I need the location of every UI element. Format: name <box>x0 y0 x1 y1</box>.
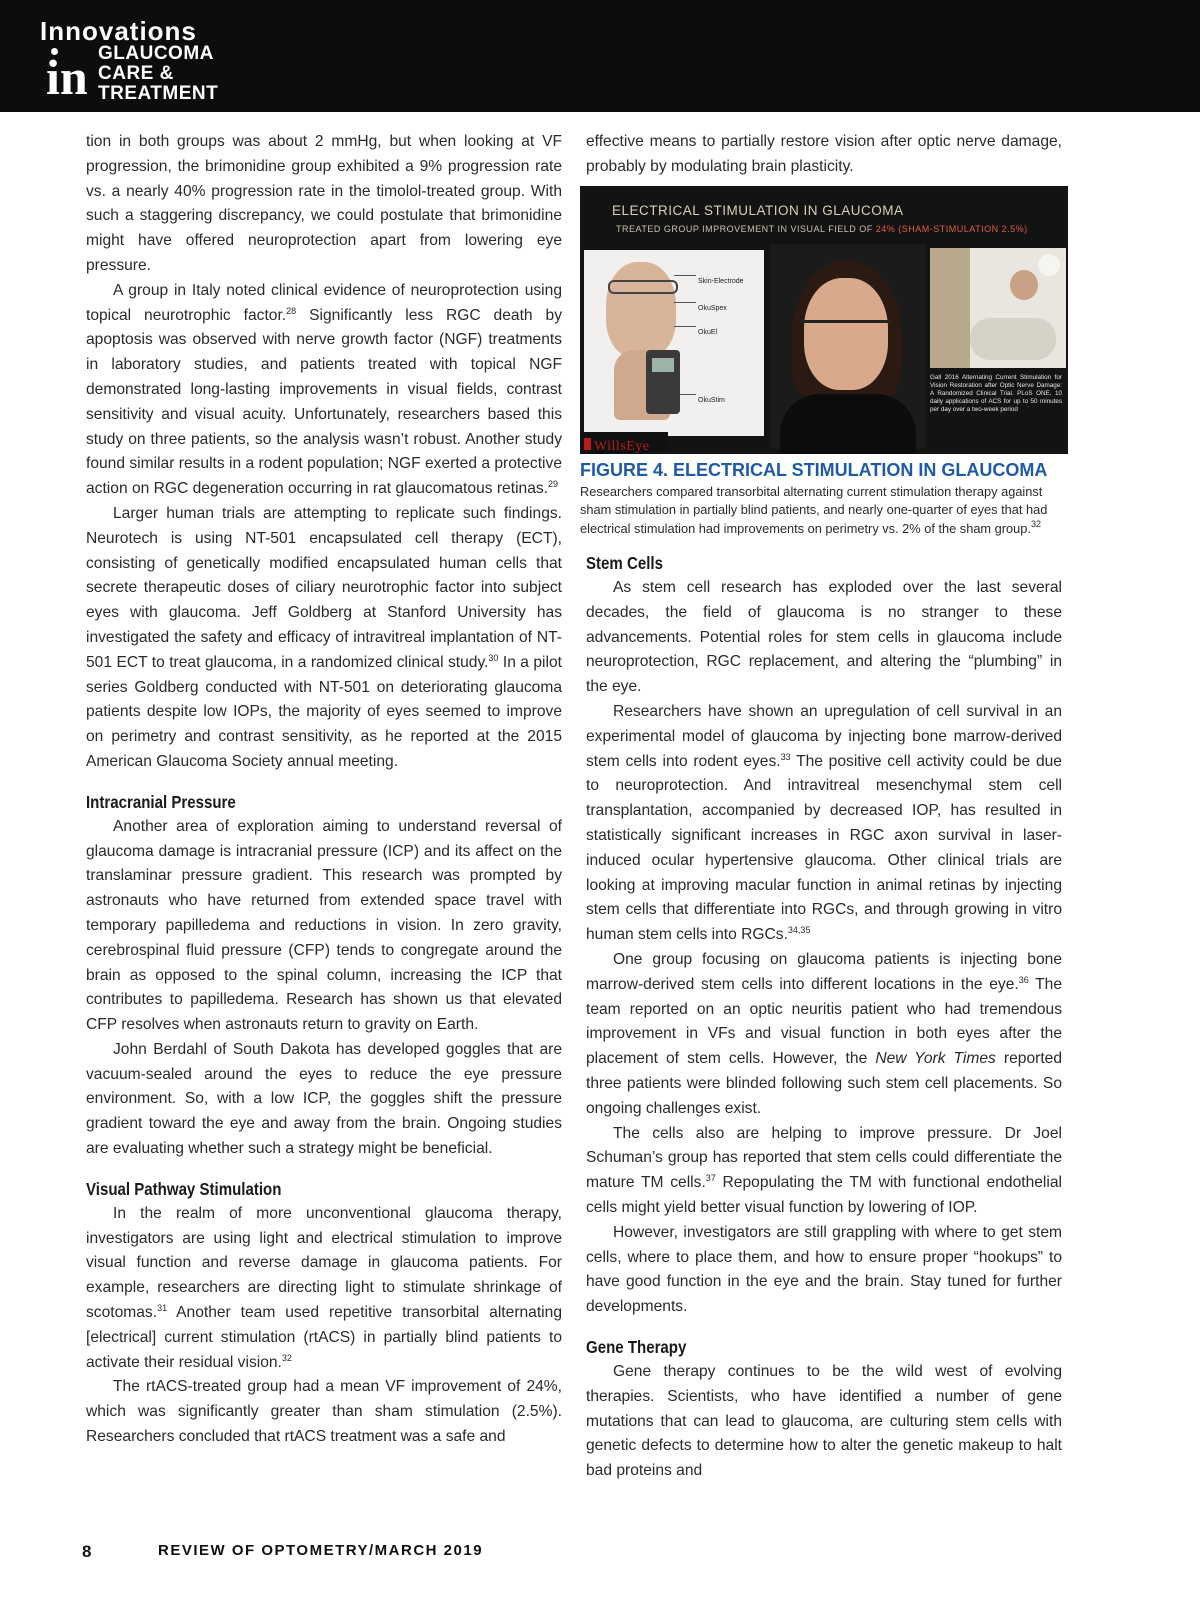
paragraph: As stem cell research has exploded over the last several decades, the field of glaucoma is no stranger to these advancements. Potential roles for stem cells in glaucoma include neuroprotection, RGC replacement, and altering the “plumbing” in the eye. <box>586 579 1062 696</box>
figure-caption: Researchers compared transorbital alternating current stimulation therapy against sham stimulation in partially blind patients, and nearly one-quarter of eyes that had electrical stimulation had improvements on perimetry vs. 2% of the sham group.$^{32}$ <box>580 483 1048 536</box>
label-okustim: OkuStim <box>698 396 725 404</box>
reference: 31 <box>157 1303 168 1314</box>
reference: 32 <box>281 1352 292 1363</box>
paragraph: A group in Italy noted clinical evidence of neuroprotection using topical neurotrophic factor.$^{28}$ Significantly less RGC death by apoptosis was observed with nerve growth factor (NGF) treatments in laboratory studies, and patients treated with topical NGF demonstrated long-lasting improvements in visual fields, contrast sensitivity and visual acuity. Unfortunately, researchers based this study on three patients, so the analysis wasn’t robust. Another study found similar results in a rodent population; NGF exerted a protective action on RGC degeneration occurring in rat glaucomatous retinas.$^{29}$ <box>86 281 562 498</box>
label-okuel: OkuEl <box>698 328 718 336</box>
paragraph: One group focusing on glaucoma patients is injecting bone marrow-derived stem cells into different locations in the eye.$^{36}$ The team reported on an optic neuritis patient who had tremendous improvement in VFs and visual function in both eyes after the placement of stem cells. However, the New York Times reported three patients were blinded following such stem cell placements. So ongoing challenges exist. <box>586 951 1062 1117</box>
figure-label: FIGURE 4. ELECTRICAL STIMULATION IN GLAUCOMA <box>580 459 1048 480</box>
brand-in: in <box>46 49 88 105</box>
paragraph: The cells also are helping to improve pressure. Dr Joel Schuman’s group has reported that stem cells could differentiate the mature TM cells.$^{37}$ Repopulating the TM with functional endothelial cells might yield better visual function by lowering of IOP. <box>586 1124 1062 1217</box>
brand-care: CARE & <box>98 63 174 84</box>
publication-line: REVIEW OF OPTOMETRY/MARCH 2019 <box>158 1542 484 1559</box>
patient-photo <box>770 244 926 448</box>
section-heading-stem-cells: Stem Cells <box>586 553 663 574</box>
paragraph: John Berdahl of South Dakota has developed goggles that are vacuum-sealed around the eyes to reduce the eye pressure environment. So, with a low ICP, the goggles shift the pressure gradient toward the eye and away from the brain. Ongoing studies are evaluating whether such a strategy might be beneficial. <box>86 1040 562 1158</box>
paragraph: Larger human trials are attempting to replicate such findings. Neurotech is using NT-501 encapsulated cell therapy (ECT), consisting of genetically modified encapsulated human cells that secrete therapeutic doses of ciliary neurotrophic factor into subject eyes with glaucoma. Jeff Goldberg at Stanford University has investigated the safety and efficacy of intravitreal implantation of NT-501 ECT to treat glaucoma, in a randomized clinical study.$^{30}$ In a pilot series Goldberg conducted with NT-501 on deteriorating glaucoma patients despite low IOPs, the majority of eyes seemed to improve on perimetry and contrast sensitivity, as he reported at the 2015 American Glaucoma Society annual meeting. <box>86 504 562 770</box>
label-skin-electrode: Skin-Electrode <box>698 277 744 285</box>
reference: 30 <box>488 652 499 663</box>
goggle-device <box>608 280 678 294</box>
slide-citation: Gall 2016 Alternating Current Stimulation for Vision Restoration after Optic Nerve Damage: A Randomized Clinical Trial. PLoS ONE. 10 daily applications of ACS for up to 50 minutes per day over a two-week period <box>930 373 1062 413</box>
home-use-photo <box>930 248 1066 368</box>
figure-image <box>580 186 1068 454</box>
paragraph: tion in both groups was about 2 mmHg, but when looking at VF progression, the brimonidine group exhibited a 9% progression rate vs. a nearly 40% progression rate in the timolol-treated group. With such a staggering discrepancy, we could postulate that brimonidine might have offered neuroprotection apart from lowering eye pressure. <box>86 133 562 274</box>
stimulator-device <box>646 350 680 414</box>
reference: 37 <box>705 1173 716 1184</box>
paragraph: In the realm of more unconventional glaucoma therapy, investigators are using light and electrical stimulation to improve visual function and reverse damage in glaucoma patients. For example, researchers are directing light to stimulate shrinkage of scotomas.$^{31}$ Another team used repetitive transorbital alternating [electrical] current stimulation (rtACS) in partially blind patients to activate their residual vision.$^{32}$ <box>86 1204 562 1371</box>
brand-glaucoma: GLAUCOMA <box>98 43 214 64</box>
section-heading-gene-therapy: Gene Therapy <box>586 1337 687 1357</box>
brand-innovations: Innovations <box>40 16 197 46</box>
page-number: 8 <box>82 1542 92 1561</box>
slide-title: ELECTRICAL STIMULATION IN GLAUCOMA <box>612 202 904 218</box>
stimulation-set-photo <box>584 250 764 436</box>
paragraph: Gene therapy continues to be the wild west of evolving therapies. Scientists, who have identified a number of gene mutations that can lead to glaucoma, are culturing stem cells with genetic defects to determine how to alter the genetic makeup to halt bad proteins and <box>586 1363 1062 1480</box>
right-column <box>580 130 1062 1484</box>
reference: 32 <box>1030 518 1041 529</box>
brand-treatment: TREATMENT <box>98 83 219 104</box>
reference: 33 <box>780 751 791 762</box>
section-heading-intracranial: Intracranial Pressure <box>86 791 236 812</box>
paragraph: Another area of exploration aiming to understand reversal of glaucoma damage is intracranial pressure (ICP) and its affect on the translaminar pressure gradient. This research was prompted by astronauts who have returned from extended space travel with temporary papilledema and reductions in vision. In zero gravity, cerebrospinal fluid pressure (CFP) tends to congregate around the brain as opposed to the spinal column, increasing the ICP that contributes to papilledema. Research has shown us that elevated CFP resolves when astronauts return to gravity on Earth. <box>86 817 562 1034</box>
paragraph: The rtACS-treated group had a mean VF improvement of 24%, which was significantly greater than sham stimulation (2.5%). Researchers concluded that rtACS treatment was a safe and <box>86 1378 562 1446</box>
left-column <box>86 130 562 1450</box>
slide-subtitle: TREATED GROUP IMPROVEMENT IN VISUAL FIELD OF 24% (SHAM-STIMULATION 2.5%) <box>616 223 1028 234</box>
reference: 28 <box>286 305 297 316</box>
mannequin-head <box>606 262 676 358</box>
paragraph: Researchers have shown an upregulation of cell survival in an experimental model of glaucoma by injecting bone marrow-derived stem cells into rodent eyes.$^{33}$ The positive cell activity could be due to neuroprotection. And intravitreal mesenchymal stem cell transplantation, accompanied by decreased IOP, has resulted in statistically significant increases in RGC axon survival in laser-induced ocular hypertensive glaucoma. Other clinical trials are looking at improving macular function in animal retinas by injecting stem cells that differentiate into RGCs, and through growing in vitro human stem cells into RGCs.$^{34,35}$ <box>586 703 1062 944</box>
brand-subtitle <box>98 44 218 104</box>
label-okuspex: OkuSpex <box>698 304 727 312</box>
paragraph: However, investigators are still grappling with where to get stem cells, where to place them, and how to ensure proper “hookups” to have good function in the eye and the brain. Stay tuned for further developments. <box>586 1223 1062 1316</box>
reference: 29 <box>548 479 559 490</box>
reference: 36 <box>1018 974 1029 985</box>
paragraph: effective means to partially restore vision after optic nerve damage, probably by modulating brain plasticity. <box>586 133 1062 175</box>
willseye-logo: WillsEye <box>580 432 668 454</box>
section-heading-visual-pathway: Visual Pathway Stimulation <box>86 1178 282 1199</box>
masthead-banner <box>0 0 1200 112</box>
reference: 34,35 <box>787 925 811 936</box>
